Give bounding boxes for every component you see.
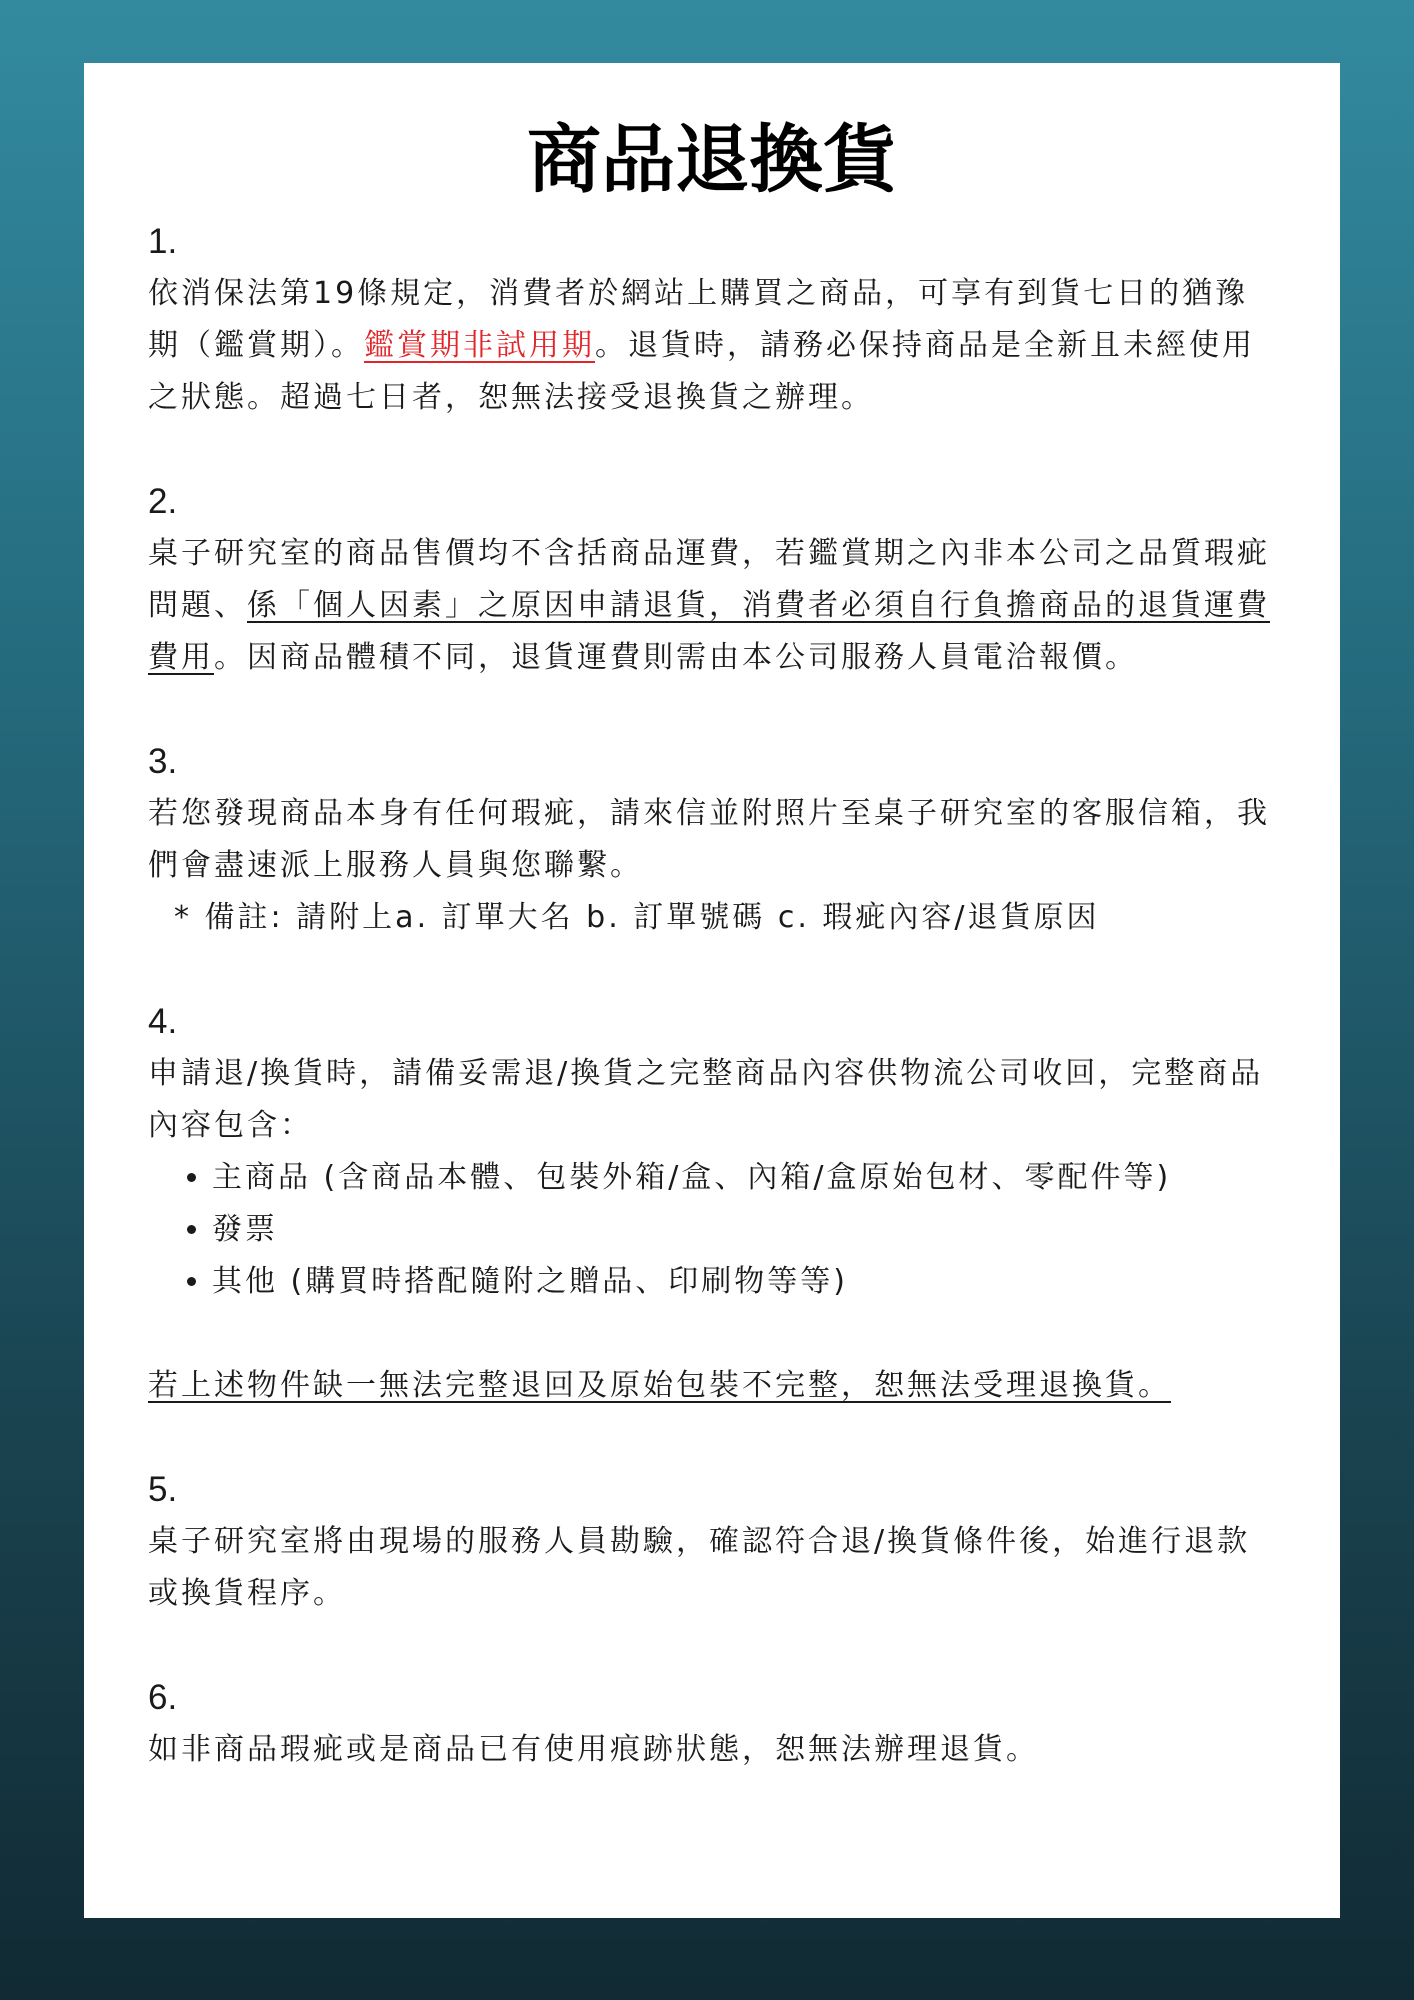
spacer: [148, 1620, 1276, 1672]
section-5: [148, 1464, 1276, 1620]
section-text-part: 。因商品體積不同，退貨運費則需由本公司服務人員電洽報價。: [214, 640, 1138, 675]
section-number: 2.: [148, 482, 178, 521]
spacer: [148, 944, 1276, 996]
section-number: 6.: [148, 1678, 178, 1717]
spacer: [148, 1412, 1276, 1464]
remark-note: * 備註: 請附上a. 訂單大名 b. 訂單號碼 c. 瑕疵內容/退貨原因: [174, 900, 1100, 935]
spacer: [148, 1308, 1276, 1360]
spacer: [148, 424, 1276, 476]
section-4: [148, 996, 1276, 1412]
page-title: 商品退換貨: [527, 117, 897, 203]
section-number: 1.: [148, 222, 178, 261]
section-number: 4.: [148, 1002, 178, 1041]
underlined-text: 係「個人因素」之原因申請退貨，消費者必須自行負擔商品的退貨運費費用: [148, 588, 1270, 675]
list-item: • 發票: [212, 1204, 1276, 1256]
spacer: [148, 684, 1276, 736]
section-1: [148, 216, 1276, 424]
section-text: 桌子研究室將由現場的服務人員勘驗，確認符合退/換貨條件後，始進行退款或換貨程序。: [148, 1524, 1251, 1611]
list-item: • 其他 (購買時搭配隨附之贈品、印刷物等等): [212, 1256, 1276, 1308]
section-text: 如非商品瑕疵或是商品已有使用痕跡狀態，恕無法辦理退貨。: [148, 1732, 1039, 1767]
section-text-part: 依消保法第19條規定，消費者於網站上購買之商品，可享有到貨七日的猶豫期（鑑賞期）。: [148, 276, 1249, 363]
section-text: [148, 528, 1276, 684]
section-number: 5.: [148, 1470, 178, 1509]
section-6: [148, 1672, 1276, 1776]
highlighted-warning: 鑑賞期非試用期: [364, 328, 595, 363]
warning-text: [148, 1360, 1276, 1412]
policy-document: [84, 63, 1340, 1918]
section-text-part: 桌子研究室的商品售價均不含括商品運費，若鑑賞期之內非本公司之品質瑕疵問題、: [148, 536, 1270, 623]
list-item: • 主商品 (含商品本體、包裝外箱/盒、內箱/盒原始包材、零配件等): [212, 1152, 1276, 1204]
section-3: [148, 736, 1276, 944]
section-text: [148, 268, 1276, 424]
required-items-list: [148, 1152, 1276, 1308]
section-text: 申請退/換貨時，請備妥需退/換貨之完整商品內容供物流公司收回，完整商品內容包含：: [148, 1056, 1264, 1143]
section-2: [148, 476, 1276, 684]
section-text: 若您發現商品本身有任何瑕疵，請來信並附照片至桌子研究室的客服信箱，我們會盡速派上服務人員與您聯繫。: [148, 796, 1270, 883]
section-text-part: 。退貨時，請務必保持商品是全新且未經使用之狀態。超過七日者，恕無法接受退換貨之辦理。: [148, 328, 1255, 415]
section-number: 3.: [148, 742, 178, 781]
underlined-warning: 若上述物件缺一無法完整退回及原始包裝不完整，恕無法受理退換貨。: [148, 1368, 1171, 1403]
